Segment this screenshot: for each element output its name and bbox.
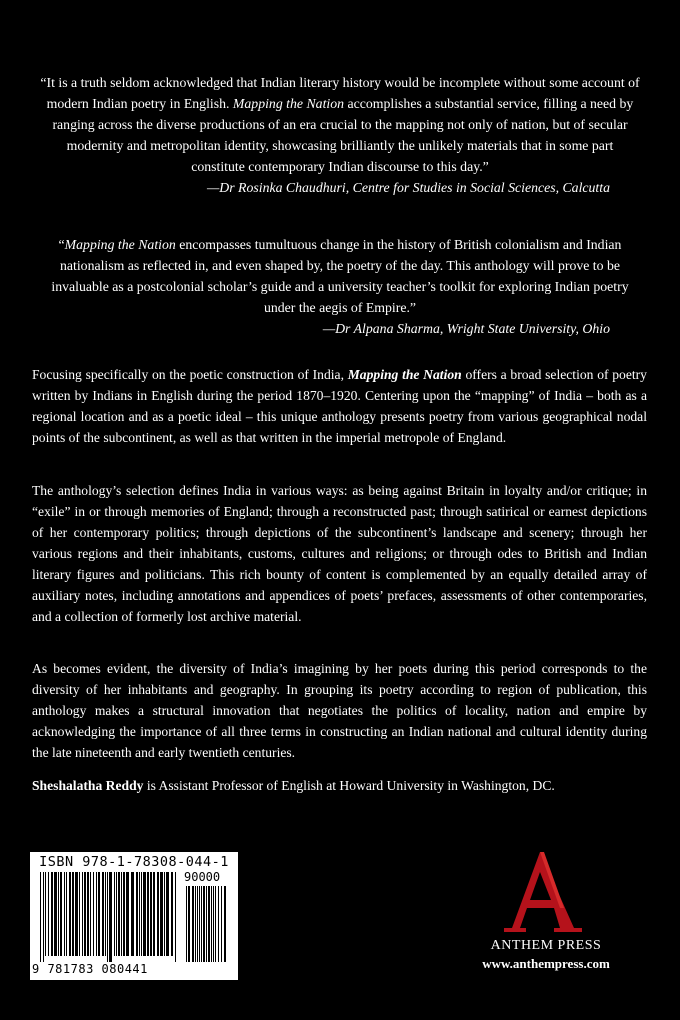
- barcode-digits: 9 781783 080441: [32, 962, 148, 976]
- para-1-lead: Focusing specifically on the poetic construction of India,: [32, 367, 348, 382]
- barcode-addon-number: 90000: [184, 870, 221, 884]
- quote-2-attribution: —Dr Alpana Sharma, Wright State University, Ohio: [322, 321, 610, 336]
- author-name: Sheshalatha Reddy: [32, 778, 144, 793]
- author-bio: [32, 775, 647, 796]
- anthem-a-logo-icon: [500, 850, 590, 940]
- quote-2-text: encompasses tumultuous change in the history of British colonialism and Indian nationalism as reflected in, and even shaped by, the poetry of the day. This anthology will prove to be invaluable as a postcolonial scholar’s guide and a university teacher’s toolkit for exploring Indian poetry under the aegis of Empire.”: [51, 237, 629, 315]
- publisher-name: ANTHEM PRESS: [490, 938, 602, 953]
- description-paragraph-2: The anthology’s selection defines India in various ways: as being against Britain in loyalty and/or critique; in “exile” in or through memories of England; through a reconstructed past; through satirical or earnest depictions of her contemporary politics; through depictions of the subcontinent’s landscape and scenery; through her various regions and their inhabitants, customs, cultures and religions; or through odes to British and Indian literary figures and politicians. This rich bounty of content is complemented by an equally detailed array of auxiliary notes, including annotations and appendices of poets’ prefaces, assessments of other contemporaries, and a collection of formerly lost archive material.: [32, 483, 647, 624]
- quote-1-text: accomplishes a substantial service, filling a need by ranging across the diverse productions of an era crucial to the mapping not only of nation, but of secular modernity and metropolitan identity, showcasing brilliantly the unlikely materials that in some part constitute contemporary Indian discourse to this day.”: [52, 96, 634, 174]
- quote-2-lead: “: [58, 237, 65, 252]
- para-1-text: offers a broad selection of poetry written by Indians in English during the period 1870–1920. Centering upon the “mapping” of India – both as a regional location and as a poetic ideal – this unique anthology presents poetry from various geographical nodal points of the subcontinent, as well as that written in the imperial metropole of England.: [32, 367, 647, 445]
- description-paragraph-1: [32, 364, 647, 448]
- description-paragraph-3: As becomes evident, the diversity of India’s imagining by her poets during this period corresponds to the diversity of her inhabitants and geography. In grouping its poetry according to region of publication, this anthology makes a structural innovation that negotiates the politics of locality, nation and empire by acknowledging the importance of all three terms in constructing an Indian national and cultural identity during the late nineteenth and early twentieth centuries.: [32, 661, 647, 760]
- quote-1-attribution: —Dr Rosinka Chaudhuri, Centre for Studies in Social Sciences, Calcutta: [206, 180, 610, 195]
- quote-2-book-title: Mapping the Nation: [64, 237, 176, 252]
- isbn-barcode: [30, 852, 238, 980]
- barcode-bars-icon: [36, 872, 232, 964]
- publisher-url: www.anthempress.com: [482, 956, 610, 971]
- quote-1-lead: “It is a truth seldom acknowledged that Indian literary history would be incomplete without some account of modern Indian poetry in English.: [40, 75, 640, 111]
- para-1-book-title: Mapping the Nation: [347, 367, 462, 382]
- quote-1-book-title: Mapping the Nation: [232, 96, 345, 111]
- isbn-label: ISBN 978-1-78308-044-1: [39, 854, 229, 870]
- endorsement-quote-1: [40, 72, 640, 198]
- endorsement-quote-2: [40, 234, 640, 339]
- author-bio-text: is Assistant Professor of English at Howard University in Washington, DC.: [143, 778, 555, 793]
